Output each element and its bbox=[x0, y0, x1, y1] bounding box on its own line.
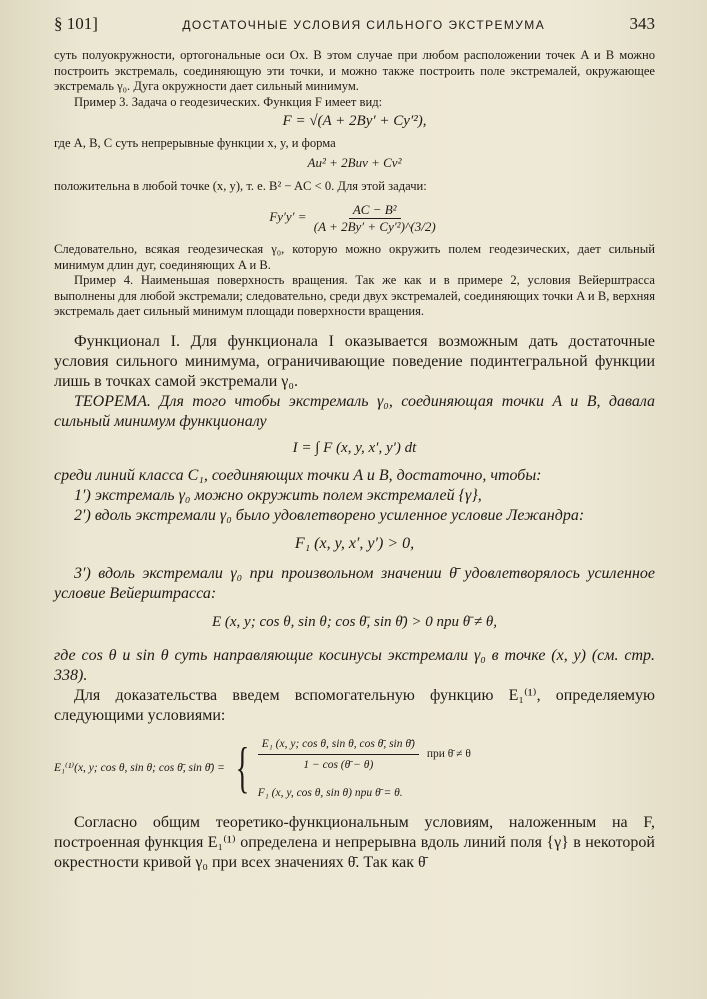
fraction bbox=[258, 734, 419, 775]
running-header bbox=[54, 14, 655, 34]
paragraph: Согласно общим теоретико-функциональным условиям, наложенным на F, построенная функция E₁⁽¹⁾ определена и непрерывна вдоль линий поля {γ} в некоторой окрестности кривой γ₀ при всех значениях θ̄. Так как θ̄ bbox=[54, 813, 655, 871]
running-title: ДОСТАТОЧНЫЕ УСЛОВИЯ СИЛЬНОГО ЭКСТРЕМУМА bbox=[182, 18, 546, 32]
formula-F: F = √(A + 2By′ + Cy′²), bbox=[282, 113, 427, 129]
paragraph: положительна в любой точке (x, y), т. е. B² − AC < 0. Для этой задачи: bbox=[54, 178, 427, 193]
section-number: § 101] bbox=[54, 14, 98, 33]
case-2: F₁ (x, y, cos θ, sin θ) при θ̄ = θ. bbox=[257, 786, 403, 799]
fraction-numerator: E₁ (x, y; cos θ, sin θ, cos θ̄, sin θ̄) bbox=[258, 734, 419, 755]
paragraph: Для доказательства введем вспомогательную функцию E₁⁽¹⁾, определяемую следующими условиями: bbox=[54, 686, 655, 724]
condition-1: 1′) экстремаль γ₀ можно окружить полем экстремалей {γ}, bbox=[74, 486, 482, 504]
formula-weierstrass: E (x, y; cos θ, sin θ; cos θ̄, sin θ̄) > 0 при θ̄ ≠ θ, bbox=[211, 613, 498, 630]
fraction bbox=[310, 202, 440, 234]
formula-quadratic-form: Au² + 2Buv + Cv² bbox=[307, 155, 402, 170]
formula-lhs: E₁⁽¹⁾(x, y; cos θ, sin θ; cos θ̄, sin θ̄) = bbox=[54, 762, 225, 774]
small-print-block bbox=[54, 48, 655, 320]
theorem-statement: ТЕОРЕМА. Для того чтобы экстремаль γ₀, соединяющая точки A и B, давала сильный минимум функционалу bbox=[54, 392, 655, 430]
example-3-heading: Пример 3. Задача о геодезических. Функция F имеет вид: bbox=[74, 94, 383, 109]
case-1-condition: при θ̄ ≠ θ bbox=[426, 748, 471, 760]
fraction-denominator: (A + 2By′ + Cy′²)^(3/2) bbox=[313, 218, 436, 234]
formula-E1-definition bbox=[54, 734, 655, 803]
paragraph: Следовательно, всякая геодезическая γ₀, которую можно окружить полем геодезических, дает сильный минимум длин дуг, соединяющих A и B. bbox=[54, 242, 655, 272]
cases bbox=[258, 734, 471, 803]
fraction-denominator: 1 − cos (θ̄ − θ) bbox=[303, 758, 374, 771]
paragraph: суть полуокружности, ортогональные оси Ox. В этом случае при любом расположении точек A и B можно построить экстремаль, соединяющую эти точки, и можно также построить поле экстремалей, окружающее экстремаль γ₀. Дуга окружности дает сильный минимум. bbox=[54, 48, 655, 93]
formula-legendre: F₁ (x, y, x′, y′) > 0, bbox=[294, 534, 415, 552]
functional-I-paragraph: Функционал I. Для функционала I оказывается возможным дать достаточные условия сильного минимума, ограничивающие поведение подинтегральной функции лишь в точках самой экстремали γ₀. bbox=[54, 332, 655, 390]
formula-integral: I = ∫ F (x, y, x′, y′) dt bbox=[292, 439, 417, 456]
condition-2: 2′) вдоль экстремали γ₀ было удовлетворено усиленное условие Лежандра: bbox=[74, 506, 585, 524]
example-4-paragraph: Пример 4. Наименьшая поверхность вращения. Так же как и в примере 2, условия Вейерштрасса выполнены для любой экстремали; следовательно, среди двух экстремалей, соединяющих точки A и B, верхняя экстремаль дает сильный минимум площади поверхности вращения. bbox=[54, 273, 655, 318]
paragraph: среди линий класса C₁, соединяющих точки A и B, достаточно, чтобы: bbox=[54, 466, 542, 484]
page-number: 343 bbox=[629, 14, 655, 33]
fraction-numerator: AC − B² bbox=[349, 202, 401, 219]
left-brace: { bbox=[235, 737, 250, 799]
paragraph: где cos θ и sin θ суть направляющие косинусы экстремали γ₀ в точке (x, y) (см. стр. 338). bbox=[54, 646, 655, 684]
formula-lhs: Fy′y′ = bbox=[269, 208, 307, 224]
formula-Fyy bbox=[54, 202, 655, 234]
case-1 bbox=[258, 734, 471, 775]
condition-3: 3′) вдоль экстремали γ₀ при произвольном значении θ̄ удовлетворялось усиленное условие Вейерштрасса: bbox=[54, 564, 655, 602]
paragraph: где A, B, C суть непрерывные функции x, y, и форма bbox=[54, 135, 336, 150]
main-text-block bbox=[54, 332, 655, 873]
